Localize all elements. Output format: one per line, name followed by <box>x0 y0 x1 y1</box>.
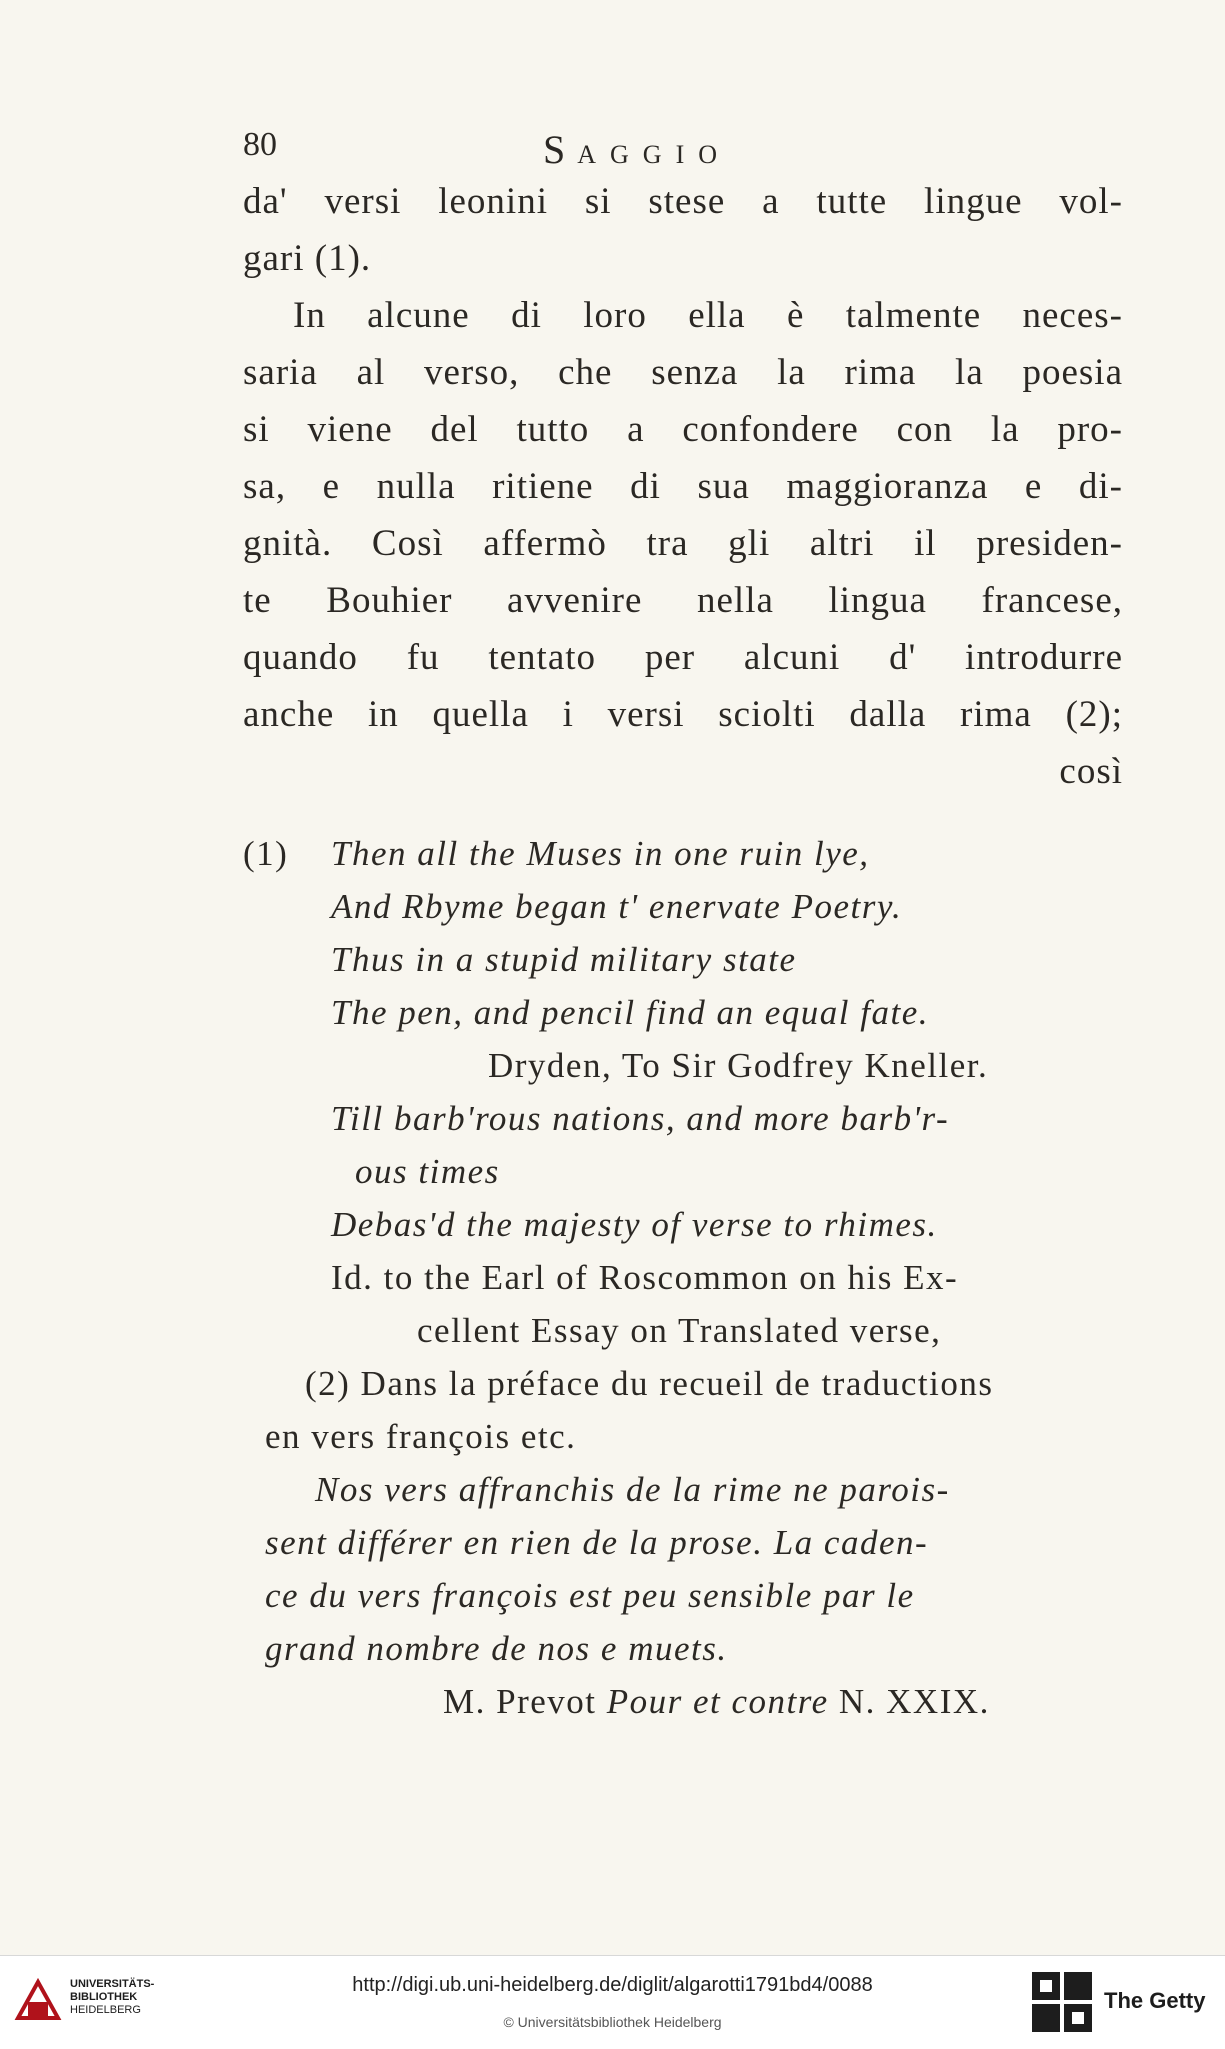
attribution: Id. to the Earl of Roscommon on his Ex- <box>331 1258 959 1297</box>
note-line: en vers françois etc. <box>265 1417 577 1456</box>
quote-line: sent différer en rien de la prose. La caden- <box>265 1523 929 1562</box>
body-line: saria al verso, che senza la rima la poesia <box>243 352 1123 393</box>
permalink-url[interactable]: http://digi.ub.uni-heidelberg.de/diglit/algarotti1791bd4/0088 <box>352 1974 873 1996</box>
body-line: gnità. Così affermò tra gli altri il presiden- <box>243 523 1123 564</box>
attribution-number: N. XXIX. <box>838 1682 990 1721</box>
poem-line: Till barb'rous nations, and more barb'r- <box>331 1099 950 1138</box>
quote-line: ce du vers françois est peu sensible par le <box>265 1576 915 1615</box>
attribution-author: M. Prevot <box>443 1682 597 1721</box>
poem-line: ous times <box>355 1152 500 1191</box>
attribution: Dryden, To Sir Godfrey Kneller. <box>488 1046 989 1085</box>
running-title-initial: S <box>543 127 578 172</box>
quote-line: grand nombre de nos e muets. <box>265 1629 728 1668</box>
note-line: (2) Dans la préface du recueil de traductions <box>305 1364 994 1403</box>
partner-name: The Getty <box>1104 1988 1206 2013</box>
viewer-footer <box>0 1955 1225 2049</box>
library-name-line: HEIDELBERG <box>70 2004 141 2016</box>
running-title-rest: AGGIO <box>577 140 732 169</box>
poem-line: Thus in a stupid military state <box>331 940 797 979</box>
attribution: cellent Essay on Translated verse, <box>417 1311 942 1350</box>
getty-logo-icon <box>1030 1970 1094 2034</box>
body-line: anche in quella i versi sciolti dalla rima (2); <box>243 694 1123 735</box>
running-title <box>543 126 731 173</box>
library-name-line: UNIVERSITÄTS- <box>70 1978 155 1990</box>
body-line: da' versi leonini si stese a tutte lingue vol- <box>243 181 1123 222</box>
body-line: quando fu tentato per alcuni d' introdurre <box>243 637 1123 678</box>
copyright-notice: © Universitätsbibliothek Heidelberg <box>503 2014 722 2030</box>
poem-line: Then all the Muses in one ruin lye, <box>331 834 870 873</box>
attribution-work: Pour et contre <box>606 1682 829 1721</box>
library-name-line: BIBLIOTHEK <box>70 1991 138 2003</box>
body-line: In alcune di loro ella è talmente neces- <box>293 295 1123 336</box>
poem-line: The pen, and pencil find an equal fate. <box>331 993 929 1032</box>
page-header <box>243 126 1143 176</box>
quote-line: Nos vers affranchis de la rime ne parois- <box>315 1470 950 1509</box>
body-line: si viene del tutto a confondere con la pro- <box>243 409 1123 450</box>
body-line: sa, e nulla ritiene di sua maggioranza e di- <box>243 466 1123 507</box>
poem-line: Debas'd the majesty of verse to rhimes. <box>331 1205 938 1244</box>
poem-line: And Rbyme began t' enervate Poetry. <box>331 887 903 926</box>
attribution <box>443 1680 990 1724</box>
note-marker: (1) <box>243 834 289 873</box>
body-line: gari (1). <box>243 238 372 279</box>
page-number: 80 <box>243 126 277 163</box>
catchword: così <box>1059 751 1123 792</box>
body-line: te Bouhier avvenire nella lingua francese, <box>243 580 1123 621</box>
